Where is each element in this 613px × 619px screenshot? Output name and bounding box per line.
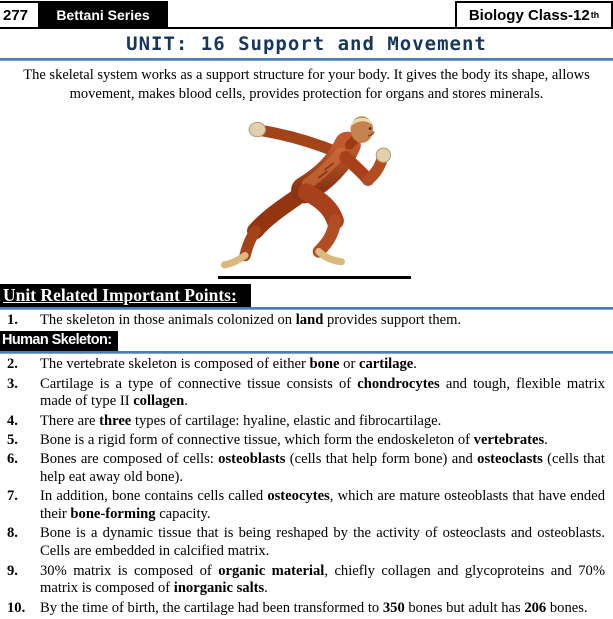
figure-underline bbox=[218, 276, 411, 279]
point-row bbox=[0, 525, 609, 561]
class-label: Biology Class-12 bbox=[468, 6, 590, 24]
point-row bbox=[0, 376, 609, 412]
point-text: Cartilage is a type of connective tissue consists of chondrocytes and tough, flexible matrix made of type II collagen. bbox=[40, 375, 605, 410]
unit-title: UNIT: 16 Support and Movement bbox=[126, 33, 487, 55]
point-number: 2. bbox=[7, 356, 18, 373]
point-row bbox=[0, 488, 609, 524]
point-text: Bone is a rigid form of connective tissue, which form the endoskeleton of vertebrates. bbox=[40, 431, 548, 448]
page-header bbox=[0, 0, 613, 29]
points-list-main bbox=[0, 354, 613, 617]
human-skeleton-heading-row bbox=[0, 331, 613, 351]
point-number: 3. bbox=[7, 375, 18, 392]
point-text: The skeleton in those animals colonized on land provides support them. bbox=[40, 312, 462, 328]
point-row bbox=[0, 600, 609, 618]
point-number: 8. bbox=[7, 525, 18, 542]
point-text: There are three types of cartilage: hyaline, elastic and fibrocartilage. bbox=[40, 412, 442, 429]
point-text: 30% matrix is composed of organic material, chiefly collagen and glycoproteins and 70% matrix is composed of inorganic salts. bbox=[40, 562, 606, 597]
page-number: 277 bbox=[3, 6, 29, 24]
human-skeleton-heading: Human Skeleton: bbox=[0, 331, 118, 351]
point-number: 10. bbox=[7, 599, 26, 616]
point-row bbox=[0, 451, 609, 487]
point-number: 5. bbox=[7, 431, 18, 448]
point-number: 9. bbox=[7, 562, 18, 579]
point-row bbox=[0, 432, 609, 450]
point-number: 6. bbox=[7, 451, 18, 468]
point-text: The vertebrate skeleton is composed of either bone or cartilage. bbox=[40, 356, 417, 373]
class-label-superscript: th bbox=[590, 10, 600, 20]
point-text: In addition, bone contains cells called osteocytes, which are mature osteoblasts that have ended their bone-forming capacity. bbox=[40, 488, 605, 523]
running-figure-image bbox=[204, 110, 409, 270]
point-row bbox=[0, 312, 609, 330]
header-left-group bbox=[0, 1, 168, 27]
important-points-heading-row bbox=[0, 279, 613, 307]
figure-container bbox=[0, 110, 613, 279]
points-list-intro bbox=[0, 310, 613, 330]
point-text: Bones are composed of cells: osteoblasts (cells that help form bone) and osteoclasts (cells that help eat away old bone). bbox=[40, 451, 605, 486]
point-number: 7. bbox=[7, 488, 18, 505]
point-number: 1. bbox=[7, 312, 18, 328]
point-row bbox=[0, 563, 609, 599]
point-number: 4. bbox=[7, 412, 18, 429]
series-badge: Bettani Series bbox=[38, 3, 168, 27]
point-text: Bone is a dynamic tissue that is being reshaped by the activity of osteoclasts and osteoblasts. Cells are embedded in calcified matrix. bbox=[40, 525, 605, 560]
point-row bbox=[0, 413, 609, 431]
class-label-box bbox=[455, 1, 613, 27]
important-points-heading: Unit Related Important Points: bbox=[0, 284, 251, 307]
intro-paragraph: The skeletal system works as a support structure for your body. It gives the body its shape, allows movement, makes blood cells, provides protection for organs and stores minerals. bbox=[23, 67, 590, 102]
point-text: By the time of birth, the cartilage had been transformed to 350 bones but adult has 206 bones. bbox=[40, 599, 588, 616]
point-row bbox=[0, 356, 609, 374]
